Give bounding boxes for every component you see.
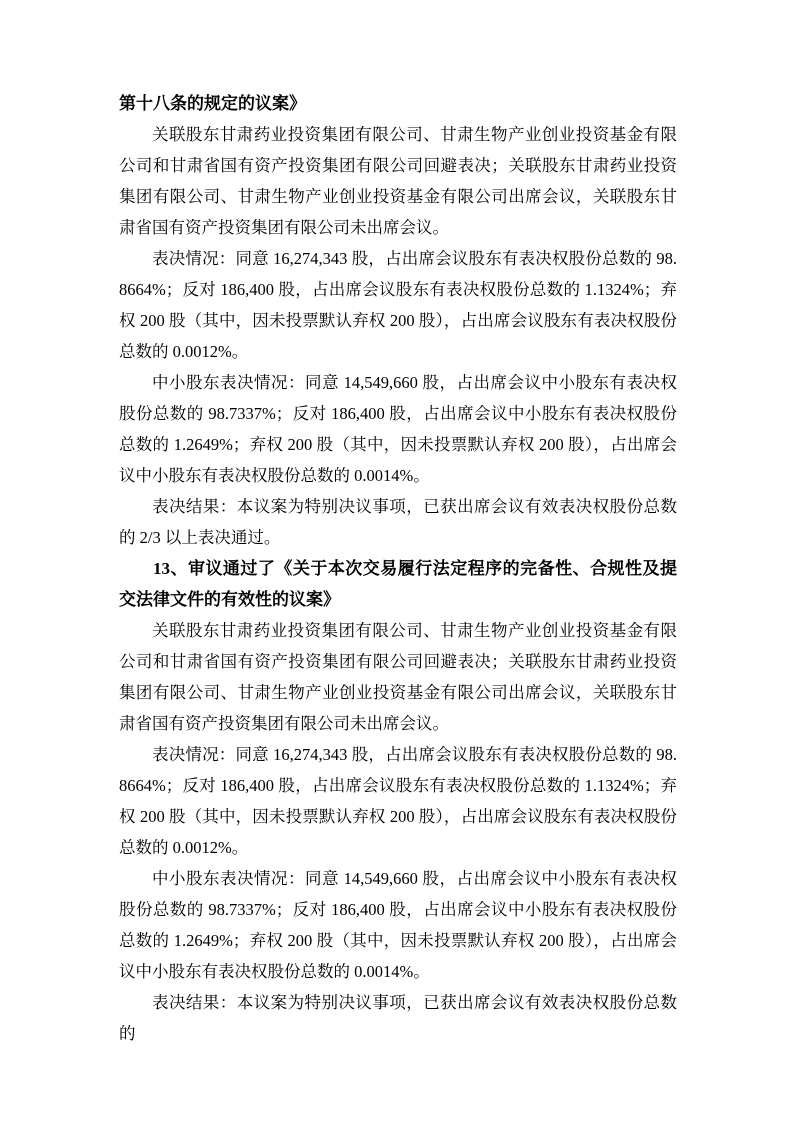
section-13-vote-result-paragraph: 表决情况：同意 16,274,343 股，占出席会议股东有表决权股份总数的 98.8664%；反对 186,400 股，占出席会议股东有表决权股份总数的 1.1324%；弃权 200 股（其中，因未投票默认弃权 200 股），占出席会议股东有表决权股份总数的 0.0012%。	[119, 745, 677, 857]
section-12-attendance-paragraph: 关联股东甘肃药业投资集团有限公司、甘肃生物产业创业投资基金有限公司和甘肃省国有资产投资集团有限公司回避表决；关联股东甘肃药业投资集团有限公司、甘肃生物产业创业投资基金有限公司出席会议，关联股东甘肃省国有资产投资集团有限公司未出席会议。	[119, 125, 677, 237]
section-12-minority-vote-paragraph: 中小股东表决情况：同意 14,549,660 股，占出席会议中小股东有表决权股份总数的 98.7337%；反对 186,400 股，占出席会议中小股东有表决权股份总数的 1.2649%；弃权 200 股（其中，因未投票默认弃权 200 股），占出席会议中小股东有表决权股份总数的 0.0014%。	[119, 373, 677, 485]
section-13-resolution-outcome-paragraph: 表决结果：本议案为特别决议事项，已获出席会议有效表决权股份总数的	[119, 993, 677, 1043]
section-13-attendance-paragraph: 关联股东甘肃药业投资集团有限公司、甘肃生物产业创业投资基金有限公司和甘肃省国有资产投资集团有限公司回避表决；关联股东甘肃药业投资集团有限公司、甘肃生物产业创业投资基金有限公司出席会议，关联股东甘肃省国有资产投资集团有限公司未出席会议。	[119, 621, 677, 733]
section-13-minority-vote-paragraph: 中小股东表决情况：同意 14,549,660 股，占出席会议中小股东有表决权股份总数的 98.7337%；反对 186,400 股，占出席会议中小股东有表决权股份总数的 1.2649%；弃权 200 股（其中，因未投票默认弃权 200 股），占出席会议中小股东有表决权股份总数的 0.0014%。	[119, 869, 677, 981]
section-13-heading: 13、审议通过了《关于本次交易履行法定程序的完备性、合规性及提交法律文件的有效性的议案》	[119, 559, 677, 609]
document-content	[119, 88, 677, 1049]
section-12-resolution-outcome-paragraph: 表决结果：本议案为特别决议事项，已获出席会议有效表决权股份总数的 2/3 以上表决通过。	[119, 497, 677, 547]
section-12-vote-result-paragraph: 表决情况：同意 16,274,343 股，占出席会议股东有表决权股份总数的 98.8664%；反对 186,400 股，占出席会议股东有表决权股份总数的 1.1324%；弃权 200 股（其中，因未投票默认弃权 200 股），占出席会议股东有表决权股份总数的 0.0012%。	[119, 249, 677, 361]
section-12-heading-continuation: 第十八条的规定的议案》	[119, 94, 306, 113]
